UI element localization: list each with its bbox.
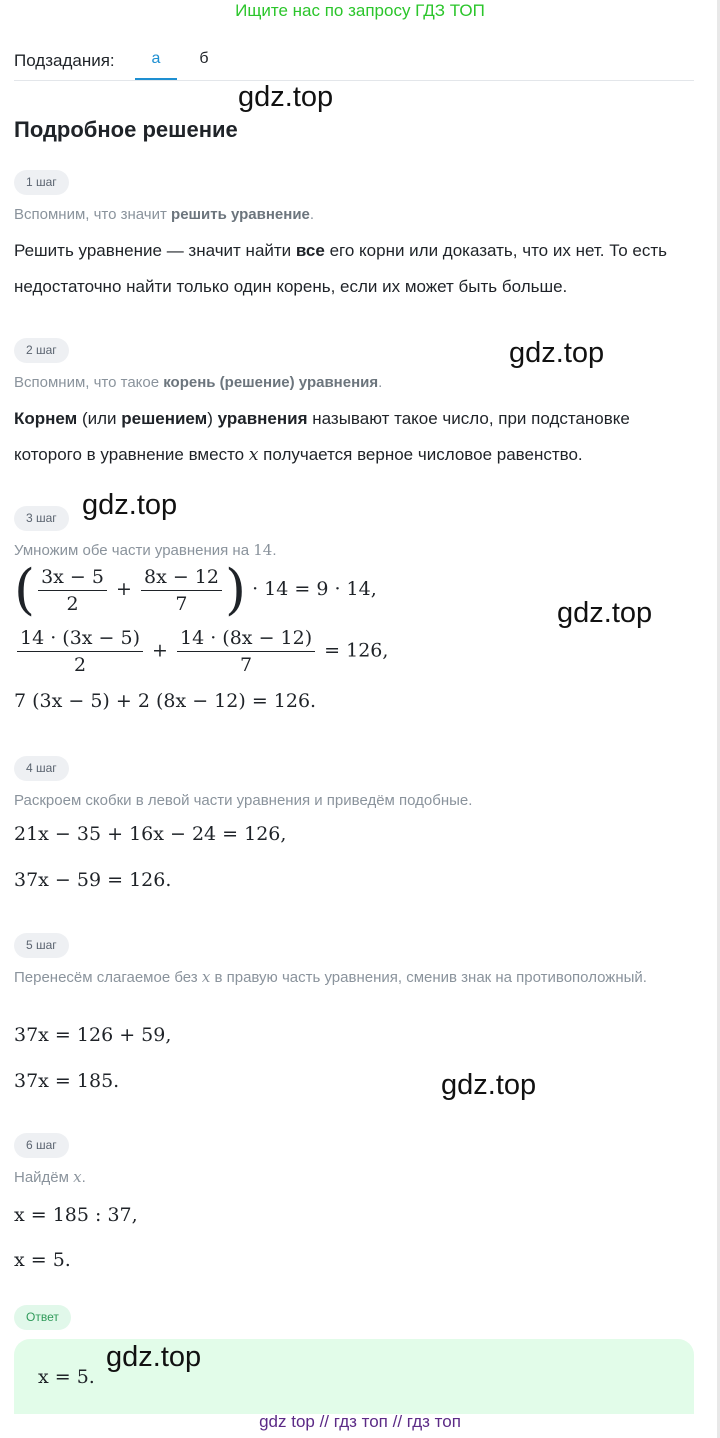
step-badge: 2 шаг (14, 338, 69, 363)
answer-badge: Ответ (14, 1305, 71, 1330)
step-hint: Умножим обе части уравнения на 14. (14, 541, 277, 559)
equation-line: $\frac{14 \cdot (3x - 5)}{2}$ + $\frac{14 \cdot (8x - 12)}{7}$ = 126, (14, 627, 388, 676)
equation-line: x = 185 : 37, (14, 1204, 138, 1226)
step-text: Корнем (или решением) уравнения называют такое число, при подстановке которого в уравнение вместо x получается верное числовое равенство. (14, 409, 630, 465)
step-hint: Перенесём слагаемое без x в правую часть уравнения, сменив знак на противоположный. (14, 968, 647, 986)
step-badge: 4 шаг (14, 756, 69, 781)
equation-line: x = 5. (14, 1249, 71, 1271)
step-hint: Раскроем скобки в левой части уравнения и приведём подобные. (14, 792, 473, 809)
tab-subtask-a[interactable]: а (151, 50, 161, 67)
step-badge: 5 шаг (14, 933, 69, 958)
tab-subtask-b[interactable]: б (199, 50, 209, 67)
watermark: gdz.top (82, 489, 178, 521)
step-badge: 1 шаг (14, 170, 69, 195)
subtasks-label: Подзадания: (14, 51, 115, 70)
promo-banner: Ищите нас по запросу ГДЗ ТОП (235, 1, 485, 20)
watermark: gdz.top (441, 1069, 537, 1101)
watermark: gdz.top (106, 1341, 202, 1373)
page-title: Подробное решение (14, 117, 238, 142)
watermark: gdz.top (238, 81, 334, 113)
step-hint: Вспомним, что такое корень (решение) уравнения. (14, 374, 383, 391)
tabs-divider (14, 80, 694, 81)
equation-line: 7 (3x − 5) + 2 (8x − 12) = 126. (14, 690, 317, 712)
equation-line: 37x = 126 + 59, (14, 1024, 172, 1046)
footer-links[interactable]: gdz top // гдз топ // гдз топ (259, 1412, 461, 1431)
step-badge: 6 шаг (14, 1133, 69, 1158)
equation-line: 37x − 59 = 126. (14, 869, 172, 891)
answer-value: x = 5. (38, 1366, 95, 1388)
step-badge: 3 шаг (14, 506, 69, 531)
equation-line: 37x = 185. (14, 1070, 120, 1092)
step-text: Решить уравнение — значит найти все его корни или доказать, что их нет. То есть недостаточно найти только один корень, если их может быть больше. (14, 241, 668, 296)
equation-line: ( $\frac{3x - 5}{2}$ + $\frac{8x - 12}{7}$ ) · 14 = 9 · 14, (14, 558, 377, 621)
step-hint: Вспомним, что значит решить уравнение. (14, 206, 315, 223)
watermark: gdz.top (557, 597, 653, 629)
step-hint: Найдём x. (14, 1168, 86, 1186)
watermark: gdz.top (509, 337, 605, 369)
equation-line: 21x − 35 + 16x − 24 = 126, (14, 823, 287, 845)
